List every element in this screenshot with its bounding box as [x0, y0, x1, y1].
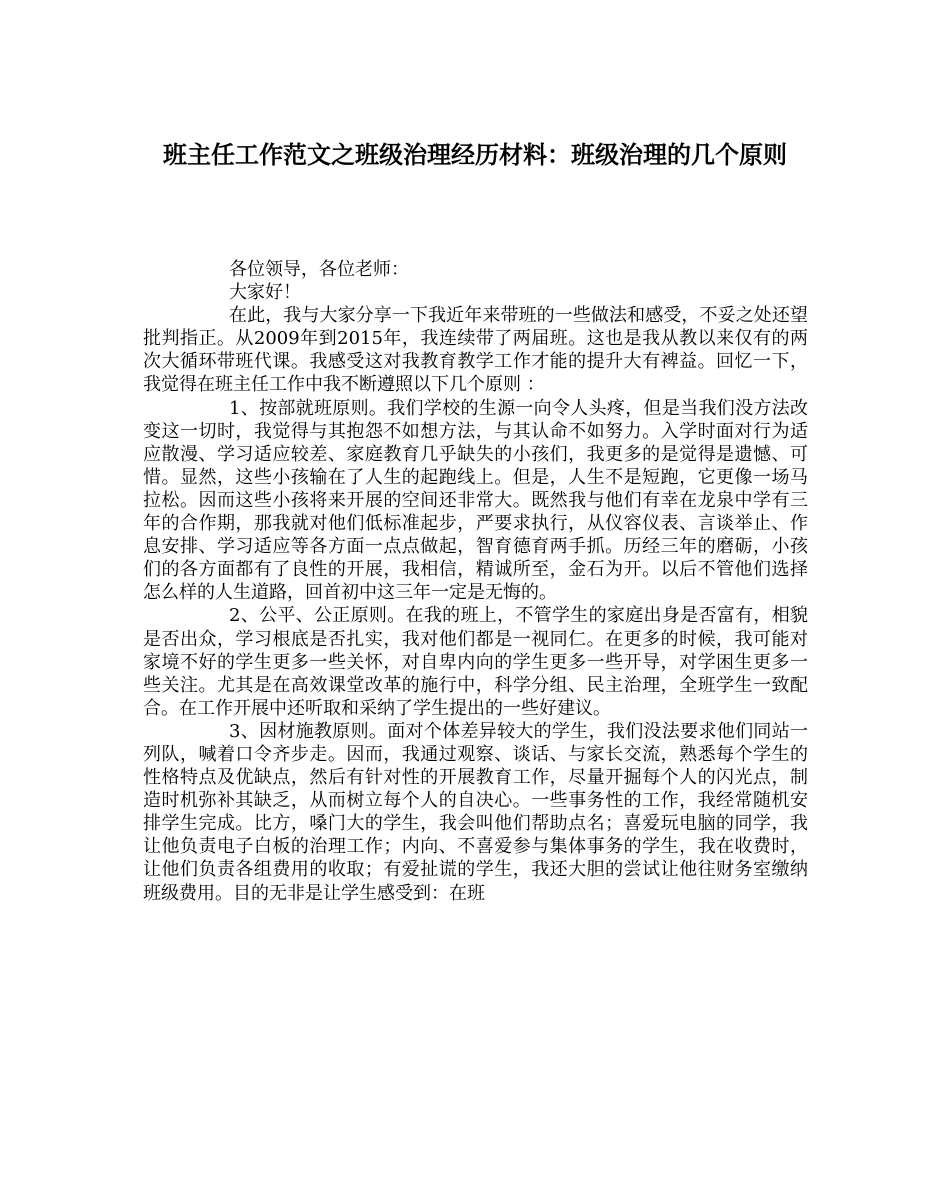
- paragraph-principle-2: 2、公平、公正原则。在我的班上，不管学生的家庭出身是否富有，相貌是否出众，学习根底是否扎实，我对他们都是一视同仁。在更多的时候，我可能对家境不好的学生更多一些关怀，对自卑内向的学生更多一些开导，对学困生更多一些关注。尤其是在高效课堂改革的施行中，科学分组、民主治理，全班学生一致配合。在工作开展中还听取和采纳了学生提出的一些好建议。: [143, 605, 808, 719]
- paragraph-principle-1: 1、按部就班原则。我们学校的生源一向令人头疼，但是当我们没方法改变这一切时，我觉得与其抱怨不如想方法，与其认命不如努力。入学时面对行为适应散漫、学习适应较差、家庭教育几乎缺失的小孩们，我更多的是觉得是遗憾、可惜。显然，这些小孩输在了人生的起跑线上。但是，人生不是短跑，它更像一场马拉松。因而这些小孩将来开展的空间还非常大。既然我与他们有幸在龙泉中学有三年的合作期，那我就对他们低标准起步，严要求执行，从仪容仪表、言谈举止、作息安排、学习适应等各方面一点点做起，智育德育两手抓。历经三年的磨砺，小孩们的各方面都有了良性的开展，我相信，精诚所至，金石为开。以后不管他们选择怎么样的人生道路，回首初中这三年一定是无悔的。: [143, 397, 808, 604]
- document-title: 班主任工作范文之班级治理经历材料：班级治理的几个原则: [163, 140, 787, 169]
- paragraph-intro: 在此，我与大家分享一下我近年来带班的一些做法和感受，不妥之处还望批判指正。从2009年到2015年，我连续带了两届班。这也是我从教以来仅有的两次大循环带班代课。我感受这对我教育教学工作才能的提升大有裨益。回忆一下，我觉得在班主任工作中我不断遵照以下几个原则 ：: [143, 305, 808, 396]
- salutation: 各位领导，各位老师：: [229, 259, 409, 280]
- greeting: 大家好！: [229, 282, 301, 304]
- paragraph-principle-3: 3、因材施教原则。面对个体差异较大的学生，我们没法要求他们同站一列队，喊着口令齐步走。因而，我通过观察、谈话、与家长交流，熟悉每个学生的性格特点及优缺点，然后有针对性的开展教育工作，尽量开掘每个人的闪光点，制造时机弥补其缺乏，从而树立每个人的自决心。一些事务性的工作，我经常随机安排学生完成。比方，嗓门大的学生，我会叫他们帮助点名；喜爱玩电脑的同学，我让他负责电子白板的治理工作；内向、不喜爱参与集体事务的学生，我在收费时，让他们负责各组费用的收取；有爱扯谎的学生，我还大胆的尝试让他往财务室缴纳班级费用。目的无非是让学生感受到：在班: [143, 720, 808, 904]
- document-body: [143, 258, 808, 905]
